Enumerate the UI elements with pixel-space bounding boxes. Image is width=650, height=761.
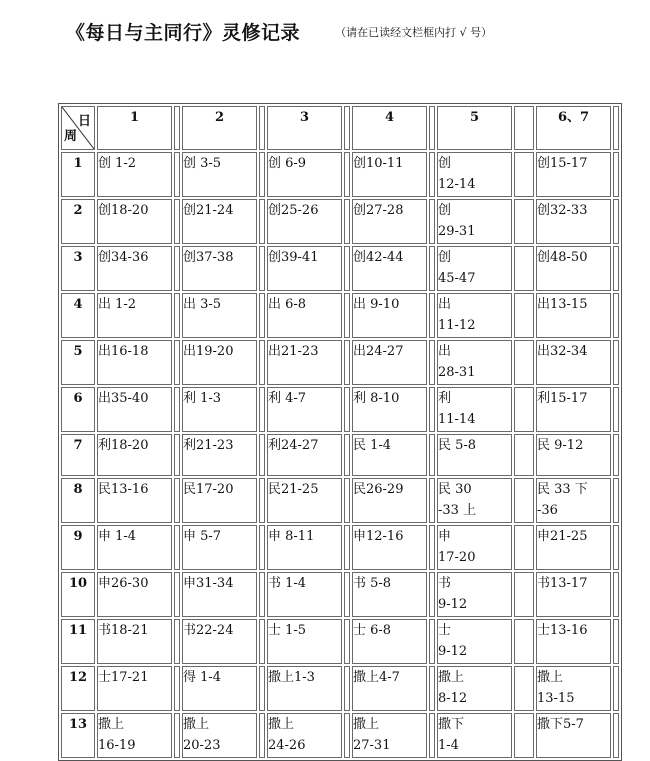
reading-text: 书 5-8 (353, 576, 392, 591)
day-header: 4 (352, 106, 427, 150)
checkbox-cell[interactable] (514, 246, 534, 291)
reading-cell (536, 572, 611, 617)
reading-text: 创48-50 (537, 250, 588, 265)
day-header: 1 (97, 106, 172, 150)
week-number: 7 (61, 434, 95, 476)
checkbox-cell[interactable] (429, 340, 435, 385)
checkbox-cell[interactable] (344, 387, 350, 432)
reading-text: 撒下5-7 (537, 717, 584, 732)
schedule-body (61, 106, 619, 758)
reading-text: 民 5-8 (438, 438, 477, 453)
reading-cell (182, 340, 257, 385)
reading-text: 出 9-10 (353, 297, 400, 312)
reading-cell (536, 619, 611, 664)
checkbox-cell[interactable] (514, 152, 534, 197)
checkbox-cell[interactable] (174, 666, 180, 711)
reading-text: -36 (537, 503, 558, 518)
reading-cell (437, 434, 512, 476)
reading-text: 利18-20 (98, 438, 149, 453)
checkbox-cell[interactable] (429, 246, 435, 291)
reading-text: 创32-33 (537, 203, 588, 218)
table-row (61, 572, 619, 617)
checkbox-cell[interactable] (613, 293, 619, 338)
checkbox-cell[interactable] (613, 387, 619, 432)
checkbox-cell[interactable] (613, 199, 619, 244)
checkbox-cell[interactable] (429, 525, 435, 570)
reading-text: 撒上 (537, 670, 564, 685)
week-number: 12 (61, 666, 95, 711)
checkbox-cell[interactable] (259, 293, 265, 338)
week-number: 5 (61, 340, 95, 385)
reading-text: 创 (438, 203, 452, 218)
checkbox-cell[interactable] (613, 478, 619, 523)
checkbox-cell[interactable] (259, 478, 265, 523)
checkbox-cell[interactable] (344, 434, 350, 476)
reading-text: 17-20 (438, 550, 476, 565)
reading-text: 创 (438, 156, 452, 171)
checkbox-cell[interactable] (429, 293, 435, 338)
reading-cell (267, 434, 342, 476)
reading-cell (182, 387, 257, 432)
reading-text: 民 9-12 (537, 438, 584, 453)
reading-schedule-table (58, 103, 622, 761)
reading-text: 创10-11 (353, 156, 404, 171)
reading-cell (182, 246, 257, 291)
reading-cell (182, 152, 257, 197)
reading-text: 9-12 (438, 644, 468, 659)
reading-text: 申 5-7 (183, 529, 222, 544)
reading-cell (267, 666, 342, 711)
reading-text: 1-4 (438, 738, 459, 753)
reading-cell (97, 525, 172, 570)
reading-text: 书22-24 (183, 623, 234, 638)
checkbox-cell[interactable] (613, 246, 619, 291)
reading-text: 出 1-2 (98, 297, 137, 312)
checkbox-cell[interactable] (514, 387, 534, 432)
reading-cell (267, 478, 342, 523)
reading-text: 撒上 (268, 717, 295, 732)
reading-cell (182, 619, 257, 664)
table-row (61, 666, 619, 711)
reading-text: 创39-41 (268, 250, 319, 265)
reading-cell (437, 525, 512, 570)
reading-text: 民26-29 (353, 482, 404, 497)
reading-text: 27-31 (353, 738, 391, 753)
reading-text: 11-12 (438, 318, 476, 333)
reading-cell (182, 713, 257, 758)
reading-text: 12-14 (438, 177, 476, 192)
reading-cell (536, 293, 611, 338)
table-row (61, 478, 619, 523)
week-number: 6 (61, 387, 95, 432)
reading-cell (97, 713, 172, 758)
reading-text: 民 1-4 (353, 438, 392, 453)
checkbox-cell[interactable] (259, 152, 265, 197)
reading-cell (536, 434, 611, 476)
reading-text: 9-12 (438, 597, 468, 612)
checkbox-cell[interactable] (429, 619, 435, 664)
week-number: 3 (61, 246, 95, 291)
reading-cell (182, 478, 257, 523)
reading-cell (536, 340, 611, 385)
reading-text: 民17-20 (183, 482, 234, 497)
reading-cell (267, 199, 342, 244)
reading-text: 书13-17 (537, 576, 588, 591)
checkbox-cell[interactable] (613, 666, 619, 711)
checkbox-cell[interactable] (259, 619, 265, 664)
table-row (61, 387, 619, 432)
checkbox-cell[interactable] (174, 246, 180, 291)
checkbox-cell[interactable] (174, 434, 180, 476)
checkbox-cell[interactable] (344, 572, 350, 617)
reading-cell (267, 525, 342, 570)
reading-cell (267, 572, 342, 617)
checkbox-cell[interactable] (514, 199, 534, 244)
checkbox-cell[interactable] (613, 106, 619, 150)
reading-text: 出16-18 (98, 344, 149, 359)
reading-cell (267, 340, 342, 385)
checkbox-cell[interactable] (344, 666, 350, 711)
reading-text: 申12-16 (353, 529, 404, 544)
checkbox-cell[interactable] (514, 340, 534, 385)
reading-cell (437, 387, 512, 432)
reading-cell (97, 478, 172, 523)
checkbox-cell[interactable] (429, 666, 435, 711)
reading-cell (352, 478, 427, 523)
week-number: 4 (61, 293, 95, 338)
page-header (66, 18, 492, 45)
reading-cell (352, 713, 427, 758)
checkbox-cell[interactable] (613, 340, 619, 385)
checkbox-cell[interactable] (613, 713, 619, 758)
checkbox-cell[interactable] (344, 619, 350, 664)
reading-cell (437, 340, 512, 385)
checkbox-cell[interactable] (429, 478, 435, 523)
reading-text: 申 8-11 (268, 529, 315, 544)
reading-text: 撒上 (98, 717, 125, 732)
checkbox-cell[interactable] (429, 572, 435, 617)
reading-cell (352, 387, 427, 432)
reading-cell (182, 525, 257, 570)
instruction-note: （请在已读经文栏框内打 √ 号） (335, 26, 493, 39)
reading-cell (267, 713, 342, 758)
reading-cell (437, 199, 512, 244)
reading-text: 创37-38 (183, 250, 234, 265)
checkbox-cell[interactable] (514, 666, 534, 711)
reading-text: 28-31 (438, 365, 476, 380)
reading-text: 士 6-8 (353, 623, 392, 638)
reading-text: -33 上 (438, 503, 477, 518)
reading-text: 撒上4-7 (353, 670, 400, 685)
checkbox-cell[interactable] (344, 713, 350, 758)
checkbox-cell[interactable] (174, 478, 180, 523)
week-number: 8 (61, 478, 95, 523)
reading-text: 出13-15 (537, 297, 588, 312)
checkbox-cell[interactable] (344, 478, 350, 523)
reading-cell (182, 199, 257, 244)
reading-cell (97, 293, 172, 338)
reading-text: 书18-21 (98, 623, 149, 638)
reading-text: 书 1-4 (268, 576, 307, 591)
reading-text: 13-15 (537, 691, 575, 706)
reading-text: 出 6-8 (268, 297, 307, 312)
reading-cell (352, 572, 427, 617)
checkbox-cell[interactable] (344, 293, 350, 338)
reading-text: 撒下 (438, 717, 465, 732)
reading-cell (352, 434, 427, 476)
reading-cell (97, 387, 172, 432)
day-header: 3 (267, 106, 342, 150)
reading-cell (352, 199, 427, 244)
checkbox-cell[interactable] (429, 152, 435, 197)
reading-cell (437, 619, 512, 664)
reading-cell (352, 293, 427, 338)
reading-text: 利 4-7 (268, 391, 307, 406)
checkbox-cell[interactable] (514, 525, 534, 570)
checkbox-cell[interactable] (429, 713, 435, 758)
reading-text: 申26-30 (98, 576, 149, 591)
reading-text: 出 3-5 (183, 297, 222, 312)
checkbox-cell[interactable] (259, 525, 265, 570)
checkbox-cell[interactable] (344, 199, 350, 244)
checkbox-cell[interactable] (613, 434, 619, 476)
table-row (61, 293, 619, 338)
checkbox-cell[interactable] (344, 246, 350, 291)
checkbox-cell[interactable] (613, 525, 619, 570)
reading-cell (352, 666, 427, 711)
day-header: 5 (437, 106, 512, 150)
reading-text: 45-47 (438, 271, 476, 286)
reading-text: 创27-28 (353, 203, 404, 218)
checkbox-cell[interactable] (613, 572, 619, 617)
checkbox-cell[interactable] (344, 340, 350, 385)
reading-cell (267, 293, 342, 338)
checkbox-cell[interactable] (514, 619, 534, 664)
week-number: 1 (61, 152, 95, 197)
reading-cell (536, 152, 611, 197)
reading-text: 创 3-5 (183, 156, 222, 171)
reading-text: 出21-23 (268, 344, 319, 359)
reading-cell (97, 619, 172, 664)
checkbox-cell[interactable] (429, 199, 435, 244)
day-header: 2 (182, 106, 257, 150)
reading-cell (182, 293, 257, 338)
reading-cell (97, 199, 172, 244)
reading-text: 出35-40 (98, 391, 149, 406)
day-header: 6、7 (536, 106, 611, 150)
reading-text: 创21-24 (183, 203, 234, 218)
reading-cell (97, 434, 172, 476)
reading-cell (97, 246, 172, 291)
reading-text: 民 30 (438, 482, 472, 497)
checkbox-cell[interactable] (429, 387, 435, 432)
reading-text: 利 8-10 (353, 391, 400, 406)
week-axis-label: 周 (64, 129, 78, 144)
reading-text: 撒上1-3 (268, 670, 315, 685)
reading-cell (182, 666, 257, 711)
checkbox-cell[interactable] (174, 525, 180, 570)
reading-text: 士13-16 (537, 623, 588, 638)
reading-cell (267, 387, 342, 432)
checkbox-cell[interactable] (344, 525, 350, 570)
checkbox-cell[interactable] (259, 340, 265, 385)
reading-text: 士 (438, 623, 452, 638)
reading-cell (97, 572, 172, 617)
checkbox-cell[interactable] (174, 199, 180, 244)
reading-text: 创34-36 (98, 250, 149, 265)
reading-text: 创 1-2 (98, 156, 137, 171)
checkbox-cell[interactable] (514, 106, 534, 150)
table-row (61, 619, 619, 664)
checkbox-cell[interactable] (429, 434, 435, 476)
reading-text: 出 (438, 297, 452, 312)
reading-cell (182, 572, 257, 617)
reading-cell (97, 666, 172, 711)
reading-cell (182, 434, 257, 476)
reading-cell (437, 152, 512, 197)
checkbox-cell[interactable] (613, 152, 619, 197)
reading-text: 创 (438, 250, 452, 265)
checkbox-cell[interactable] (259, 246, 265, 291)
reading-cell (267, 246, 342, 291)
checkbox-cell[interactable] (514, 713, 534, 758)
checkbox-cell[interactable] (174, 293, 180, 338)
week-number: 10 (61, 572, 95, 617)
checkbox-cell[interactable] (259, 106, 265, 150)
reading-cell (352, 619, 427, 664)
reading-text: 利15-17 (537, 391, 588, 406)
reading-text: 创15-17 (537, 156, 588, 171)
reading-cell (352, 525, 427, 570)
checkbox-cell[interactable] (259, 434, 265, 476)
reading-text: 利 1-3 (183, 391, 222, 406)
checkbox-cell[interactable] (174, 572, 180, 617)
checkbox-cell[interactable] (259, 713, 265, 758)
reading-cell (437, 666, 512, 711)
reading-text: 利24-27 (268, 438, 319, 453)
checkbox-cell[interactable] (514, 293, 534, 338)
day-axis-label: 日 (77, 114, 91, 129)
table-row (61, 713, 619, 758)
checkbox-cell[interactable] (514, 434, 534, 476)
reading-cell (437, 713, 512, 758)
page-title: 《每日与主同行》灵修记录 (66, 22, 301, 44)
reading-cell (536, 713, 611, 758)
reading-text: 16-19 (98, 738, 136, 753)
reading-text: 利21-23 (183, 438, 234, 453)
checkbox-cell[interactable] (174, 713, 180, 758)
checkbox-cell[interactable] (174, 106, 180, 150)
reading-cell (352, 340, 427, 385)
reading-text: 11-14 (438, 412, 476, 427)
checkbox-cell[interactable] (259, 666, 265, 711)
reading-text: 创25-26 (268, 203, 319, 218)
checkbox-cell[interactable] (174, 619, 180, 664)
table-row (61, 434, 619, 476)
table-row (61, 152, 619, 197)
reading-text: 撒上 (183, 717, 210, 732)
reading-text: 申21-25 (537, 529, 588, 544)
checkbox-cell[interactable] (514, 478, 534, 523)
reading-text: 24-26 (268, 738, 306, 753)
checkbox-cell[interactable] (613, 619, 619, 664)
week-number: 11 (61, 619, 95, 664)
reading-text: 民 33 下 (537, 482, 588, 497)
table-row (61, 340, 619, 385)
reading-text: 出32-34 (537, 344, 588, 359)
reading-cell (352, 246, 427, 291)
reading-cell (536, 525, 611, 570)
reading-text: 撒上 (353, 717, 380, 732)
reading-text: 创42-44 (353, 250, 404, 265)
reading-cell (437, 572, 512, 617)
corner-cell (61, 106, 95, 150)
table-row (61, 199, 619, 244)
reading-cell (536, 478, 611, 523)
reading-cell (267, 619, 342, 664)
reading-text: 20-23 (183, 738, 221, 753)
reading-cell (536, 199, 611, 244)
reading-text: 士 1-5 (268, 623, 307, 638)
reading-cell (437, 293, 512, 338)
header-row (61, 106, 619, 150)
reading-text: 申31-34 (183, 576, 234, 591)
week-number: 13 (61, 713, 95, 758)
reading-text: 创18-20 (98, 203, 149, 218)
reading-text: 出 (438, 344, 452, 359)
reading-text: 撒上 (438, 670, 465, 685)
checkbox-cell[interactable] (174, 152, 180, 197)
reading-text: 申 1-4 (98, 529, 137, 544)
reading-cell (536, 246, 611, 291)
reading-cell (536, 387, 611, 432)
reading-text: 民21-25 (268, 482, 319, 497)
reading-text: 士17-21 (98, 670, 149, 685)
reading-text: 利 (438, 391, 452, 406)
checkbox-cell[interactable] (344, 152, 350, 197)
reading-text: 申 (438, 529, 452, 544)
reading-cell (437, 478, 512, 523)
reading-text: 出19-20 (183, 344, 234, 359)
reading-text: 得 1-4 (183, 670, 222, 685)
week-number: 9 (61, 525, 95, 570)
reading-text: 民13-16 (98, 482, 149, 497)
table-row (61, 525, 619, 570)
reading-cell (97, 340, 172, 385)
reading-cell (352, 152, 427, 197)
table-row (61, 246, 619, 291)
checkbox-cell[interactable] (514, 572, 534, 617)
reading-cell (97, 152, 172, 197)
reading-text: 创 6-9 (268, 156, 307, 171)
checkbox-cell[interactable] (259, 199, 265, 244)
checkbox-cell[interactable] (174, 387, 180, 432)
reading-cell (536, 666, 611, 711)
reading-text: 29-31 (438, 224, 476, 239)
reading-text: 出24-27 (353, 344, 404, 359)
checkbox-cell[interactable] (344, 106, 350, 150)
checkbox-cell[interactable] (259, 387, 265, 432)
checkbox-cell[interactable] (429, 106, 435, 150)
reading-text: 书 (438, 576, 452, 591)
week-number: 2 (61, 199, 95, 244)
checkbox-cell[interactable] (174, 340, 180, 385)
reading-text: 8-12 (438, 691, 468, 706)
checkbox-cell[interactable] (259, 572, 265, 617)
reading-cell (267, 152, 342, 197)
reading-cell (437, 246, 512, 291)
